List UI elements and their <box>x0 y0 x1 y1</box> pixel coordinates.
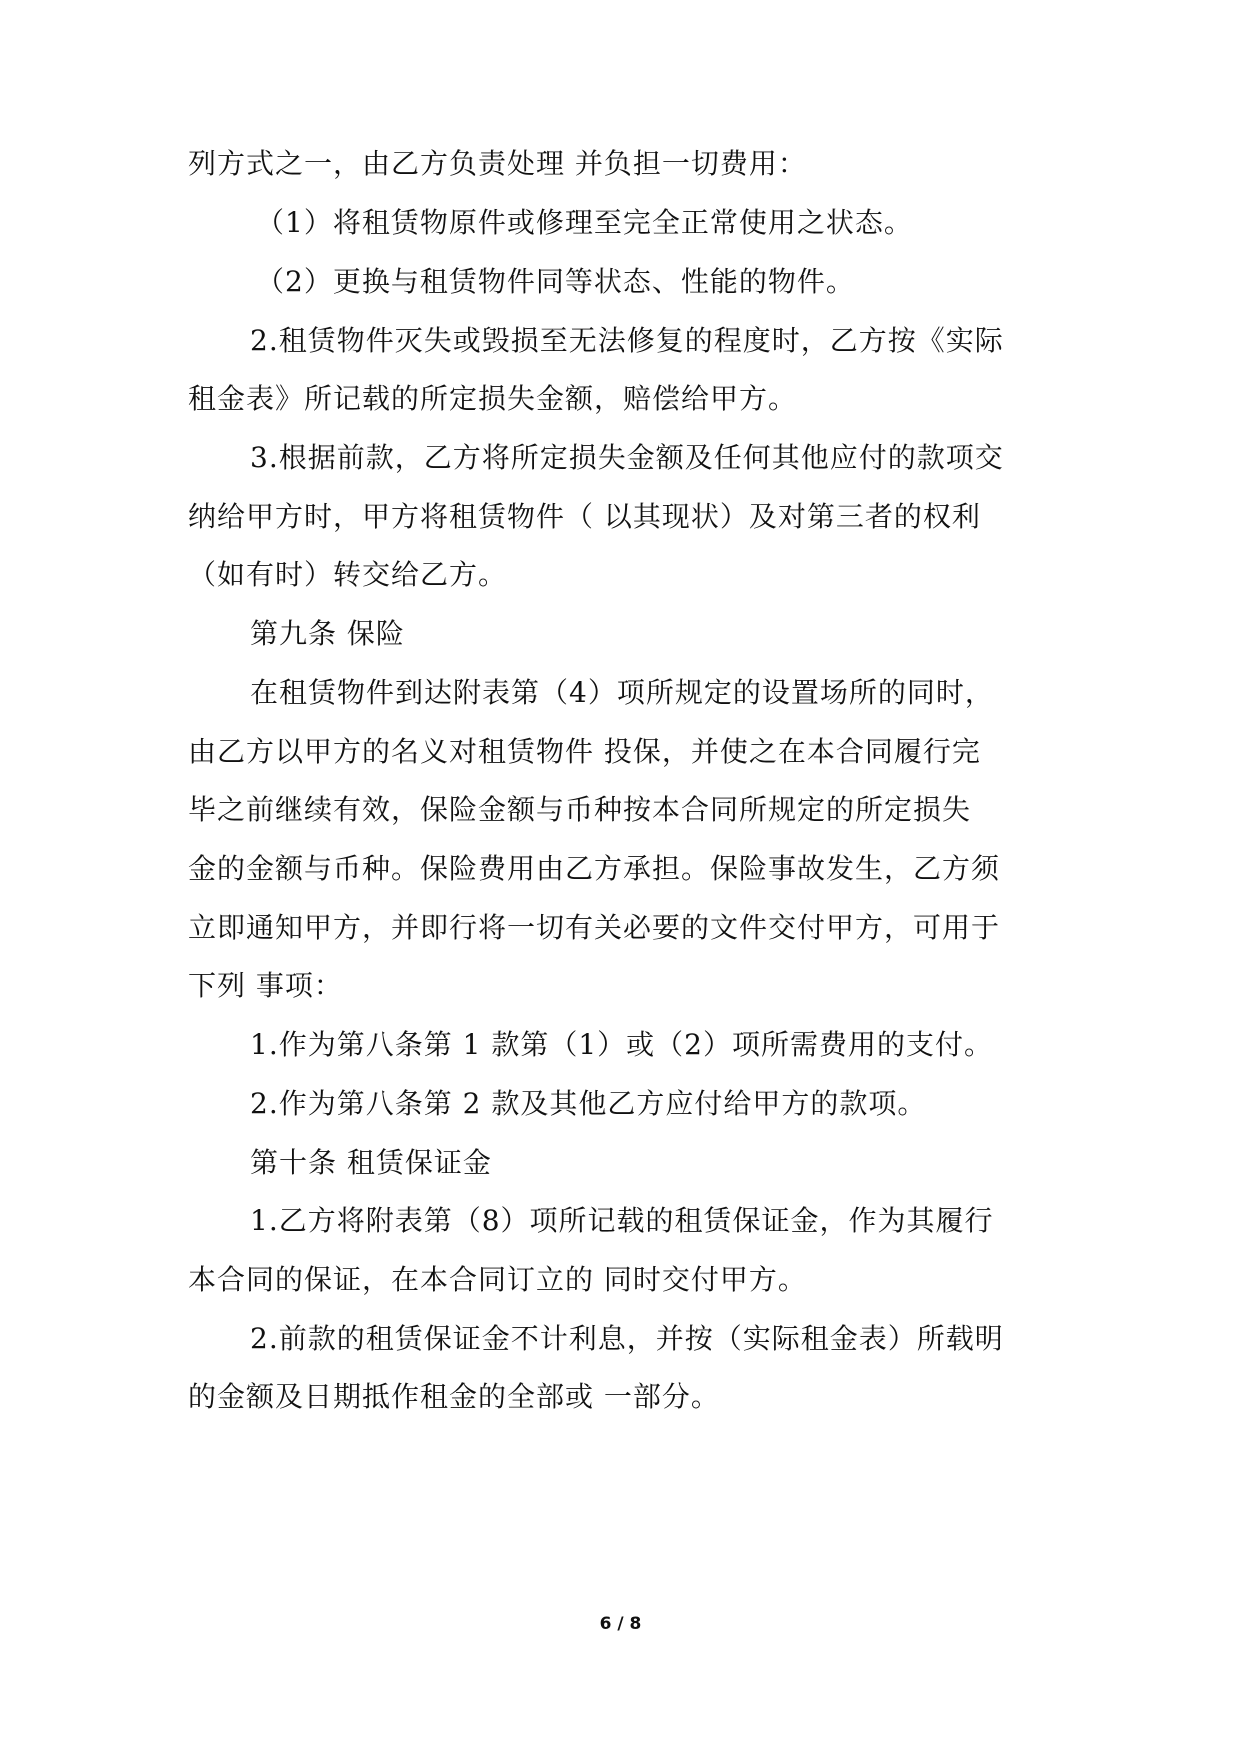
text-line: 3.根据前款，乙方将所定损失金额及任何其他应付的款项交 <box>250 441 1004 474</box>
text-line: 2.前款的租赁保证金不计利息，并按（实际租金表）所载明 <box>250 1322 1004 1355</box>
text-line: 由乙方以甲方的名义对租赁物件 投保，并使之在本合同履行完 <box>188 735 981 768</box>
text-line: 本合同的保证，在本合同订立的 同时交付甲方。 <box>188 1263 807 1296</box>
text-line: 2.作为第八条第 2 款及其他乙方应付给甲方的款项。 <box>250 1087 927 1120</box>
section-heading: 第十条 租赁保证金 <box>250 1146 492 1179</box>
text-line: 的金额及日期抵作租金的全部或 一部分。 <box>188 1380 720 1413</box>
page-number: 6 / 8 <box>599 1614 642 1634</box>
text-line: 在租赁物件到达附表第（4）项所规定的设置场所的同时， <box>250 676 994 709</box>
text-line: 纳给甲方时，甲方将租赁物件（ 以其现状）及对第三者的权利 <box>188 500 981 533</box>
text-line: （如有时）转交给乙方。 <box>188 558 508 591</box>
text-line: 立即通知甲方，并即行将一切有关必要的文件交付甲方，可用于 <box>188 911 1001 944</box>
text-line: 金的金额与币种。保险费用由乙方承担。保险事故发生，乙方须 <box>188 852 1001 885</box>
text-line: 1.乙方将附表第（8）项所记载的租赁保证金，作为其履行 <box>250 1204 994 1237</box>
text-line: （2）更换与租赁物件同等状态、性能的物件。 <box>256 265 855 298</box>
section-heading: 第九条 保险 <box>250 617 405 650</box>
text-line: 下列 事项： <box>188 969 343 1002</box>
text-line: （1）将租赁物原件或修理至完全正常使用之状态。 <box>256 206 913 239</box>
text-line: 毕之前继续有效，保险金额与币种按本合同所规定的所定损失 <box>188 793 972 826</box>
text-line: 1.作为第八条第 1 款第（1）或（2）项所需费用的支付。 <box>250 1028 993 1061</box>
text-line: 2.租赁物件灭失或毁损至无法修复的程度时，乙方按《实际 <box>250 324 1004 357</box>
text-line: 列方式之一，由乙方负责处理 并负担一切费用： <box>188 147 807 180</box>
text-line: 租金表》所记载的所定损失金额，赔偿给甲方。 <box>188 382 798 415</box>
